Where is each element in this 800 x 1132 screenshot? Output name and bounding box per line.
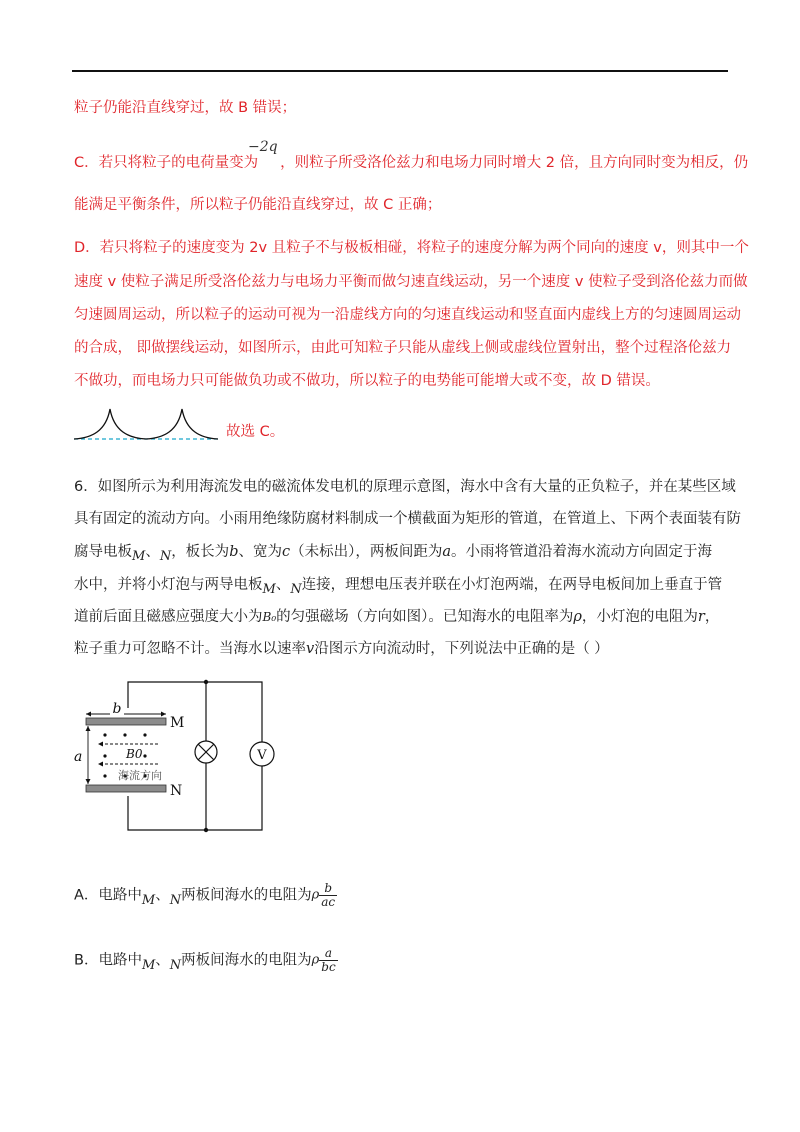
var-r: r xyxy=(697,609,705,625)
var-N: N xyxy=(169,957,182,973)
arrow-head xyxy=(86,779,91,784)
q3-sep: 、 xyxy=(145,544,160,560)
arrow-head xyxy=(161,712,166,717)
q4-sep: 、 xyxy=(275,577,291,593)
fraction-denominator: bc xyxy=(321,960,336,974)
label-N: N xyxy=(170,783,183,799)
label-B0: B0 xyxy=(126,747,143,761)
option-b-text: 两板间海水的电阻为 xyxy=(181,952,312,969)
option-b-fraction xyxy=(319,947,337,974)
analysis-c-post: ，则粒子所受洛伦兹力和电场力同时增大 2 倍，且方向同时变为相反，仍 xyxy=(280,155,749,171)
arrow-head xyxy=(98,762,103,767)
plate-M xyxy=(86,718,166,725)
q5-text-c: ，小灯泡的电阻为 xyxy=(581,609,698,625)
option-b-sep: 、 xyxy=(155,952,170,969)
option-a xyxy=(74,882,337,909)
charge-superscript: −2q xyxy=(248,139,278,155)
lamp-icon xyxy=(195,741,217,763)
analysis-d-line1: D．若只将粒子的速度变为 2v 且粒子不与极板相碰，将粒子的速度分解为两个同向的速度 v，则其中一个 xyxy=(74,240,749,256)
q3-text-f: 。小雨将管道沿着海水流动方向固定于海 xyxy=(451,544,713,560)
analysis-d-line2: 速度 v 使粒子满足所受洛伦兹力与电场力平衡而做匀速直线运动，另一个速度 v 使粒子受到洛伦兹力而做 xyxy=(74,274,748,290)
arrow-head xyxy=(86,726,91,731)
conclusion: 故选 C。 xyxy=(226,424,285,440)
var-M: M xyxy=(141,957,156,973)
var-v: v xyxy=(306,641,315,657)
q6-text-a: 粒子重力可忽略不计。当海水以速率 xyxy=(74,641,306,657)
cycloid-path xyxy=(74,409,218,439)
analysis-c-line1 xyxy=(74,153,748,173)
analysis-d-line3: 匀速圆周运动，所以粒子的运动可视为一沿虚线方向的匀速直线运动和竖直面内虚线上方的匀速圆周运动 xyxy=(74,307,741,323)
q6-text-b: 沿图示方向流动时，下列说法中正确的是（ ） xyxy=(314,641,609,657)
question-line6 xyxy=(74,639,609,659)
option-a-text: 两板间海水的电阻为 xyxy=(181,887,312,904)
q3-text-e: （未标出），两板间距为 xyxy=(290,544,443,560)
question-line2: 具有固定的流动方向。小雨用绝缘防腐材料制成一个横截面为矩形的管道，在管道上、下两个表面装有防 xyxy=(74,511,741,527)
q3-text-d: 、宽为 xyxy=(238,544,282,560)
q4-text-c: 连接，理想电压表并联在小灯泡两端，在两导电板间加上垂直于管 xyxy=(301,577,723,593)
q3-text-a: 腐导电板 xyxy=(74,544,132,560)
circuit-figure xyxy=(70,678,280,838)
fraction-denominator: ac xyxy=(321,895,336,909)
var-B0: B₀ xyxy=(262,610,277,624)
label-flow-direction: 海流方向 xyxy=(118,769,162,782)
arrow-head xyxy=(98,742,103,747)
label-M: M xyxy=(170,715,185,731)
analysis-c-line2: 能满足平衡条件，所以粒子仍能沿直线穿过，故 C 正确； xyxy=(74,197,442,213)
analysis-d-line5: 不做功，而电场力只可能做负功或不做功，所以粒子的电势能可能增大或不变，故 D 错误。 xyxy=(74,373,660,389)
question-line3 xyxy=(74,542,712,563)
q3-text-c: ，板长为 xyxy=(171,544,230,560)
q5-text-b: 的匀强磁场（方向如图）。已知海水的电阻率为 xyxy=(276,609,574,625)
question-line5 xyxy=(74,607,719,627)
var-rho: ρ xyxy=(311,887,320,903)
junction-dot xyxy=(204,828,208,832)
arrow-head xyxy=(86,712,91,717)
plate-N xyxy=(86,785,166,792)
var-M: M xyxy=(262,582,276,597)
var-rho: ρ xyxy=(311,952,320,968)
var-b: b xyxy=(229,544,239,560)
q5-text-a: 道前后面且磁感应强度大小为 xyxy=(74,609,263,625)
q4-text-a: 水中，并将小灯泡与两导电板 xyxy=(74,577,263,593)
question-line4 xyxy=(74,575,722,596)
fraction-numerator: b xyxy=(319,882,337,896)
var-c: c xyxy=(281,544,291,560)
option-b xyxy=(74,947,338,974)
var-N: N xyxy=(159,549,172,564)
var-rho: ρ xyxy=(573,609,582,625)
option-a-sep: 、 xyxy=(155,887,170,904)
circuit-wire xyxy=(128,682,262,830)
option-a-prefix: A．电路中 xyxy=(74,887,142,904)
var-M: M xyxy=(132,549,146,564)
voltmeter-label: V xyxy=(257,748,267,763)
option-a-fraction xyxy=(319,882,337,909)
fraction-numerator: a xyxy=(319,947,337,961)
question-line1: 6．如图所示为利用海流发电的磁流体发电机的原理示意图，海水中含有大量的正负粒子，并在某些区域 xyxy=(74,479,736,495)
option-b-prefix: B．电路中 xyxy=(74,952,142,969)
q5-text-d: ， xyxy=(704,609,720,625)
voltmeter-icon xyxy=(250,742,274,766)
analysis-b-line: 粒子仍能沿直线穿过，故 B 错误； xyxy=(74,100,297,116)
cycloid-figure xyxy=(72,405,222,445)
analysis-d-line4: 的合成， 即做摆线运动，如图所示，由此可知粒子只能从虚线上侧或虚线位置射出，整个过程洛伦兹力 xyxy=(74,340,732,356)
var-M: M xyxy=(141,892,156,908)
label-b: b xyxy=(112,701,122,717)
analysis-c-pre: C．若只将粒子的电荷量变为 xyxy=(74,155,259,171)
junction-dot xyxy=(204,680,208,684)
label-a: a xyxy=(74,749,83,765)
var-N: N xyxy=(169,892,182,908)
var-N: N xyxy=(290,582,302,597)
var-a: a xyxy=(442,544,452,560)
header-rule xyxy=(72,70,728,72)
